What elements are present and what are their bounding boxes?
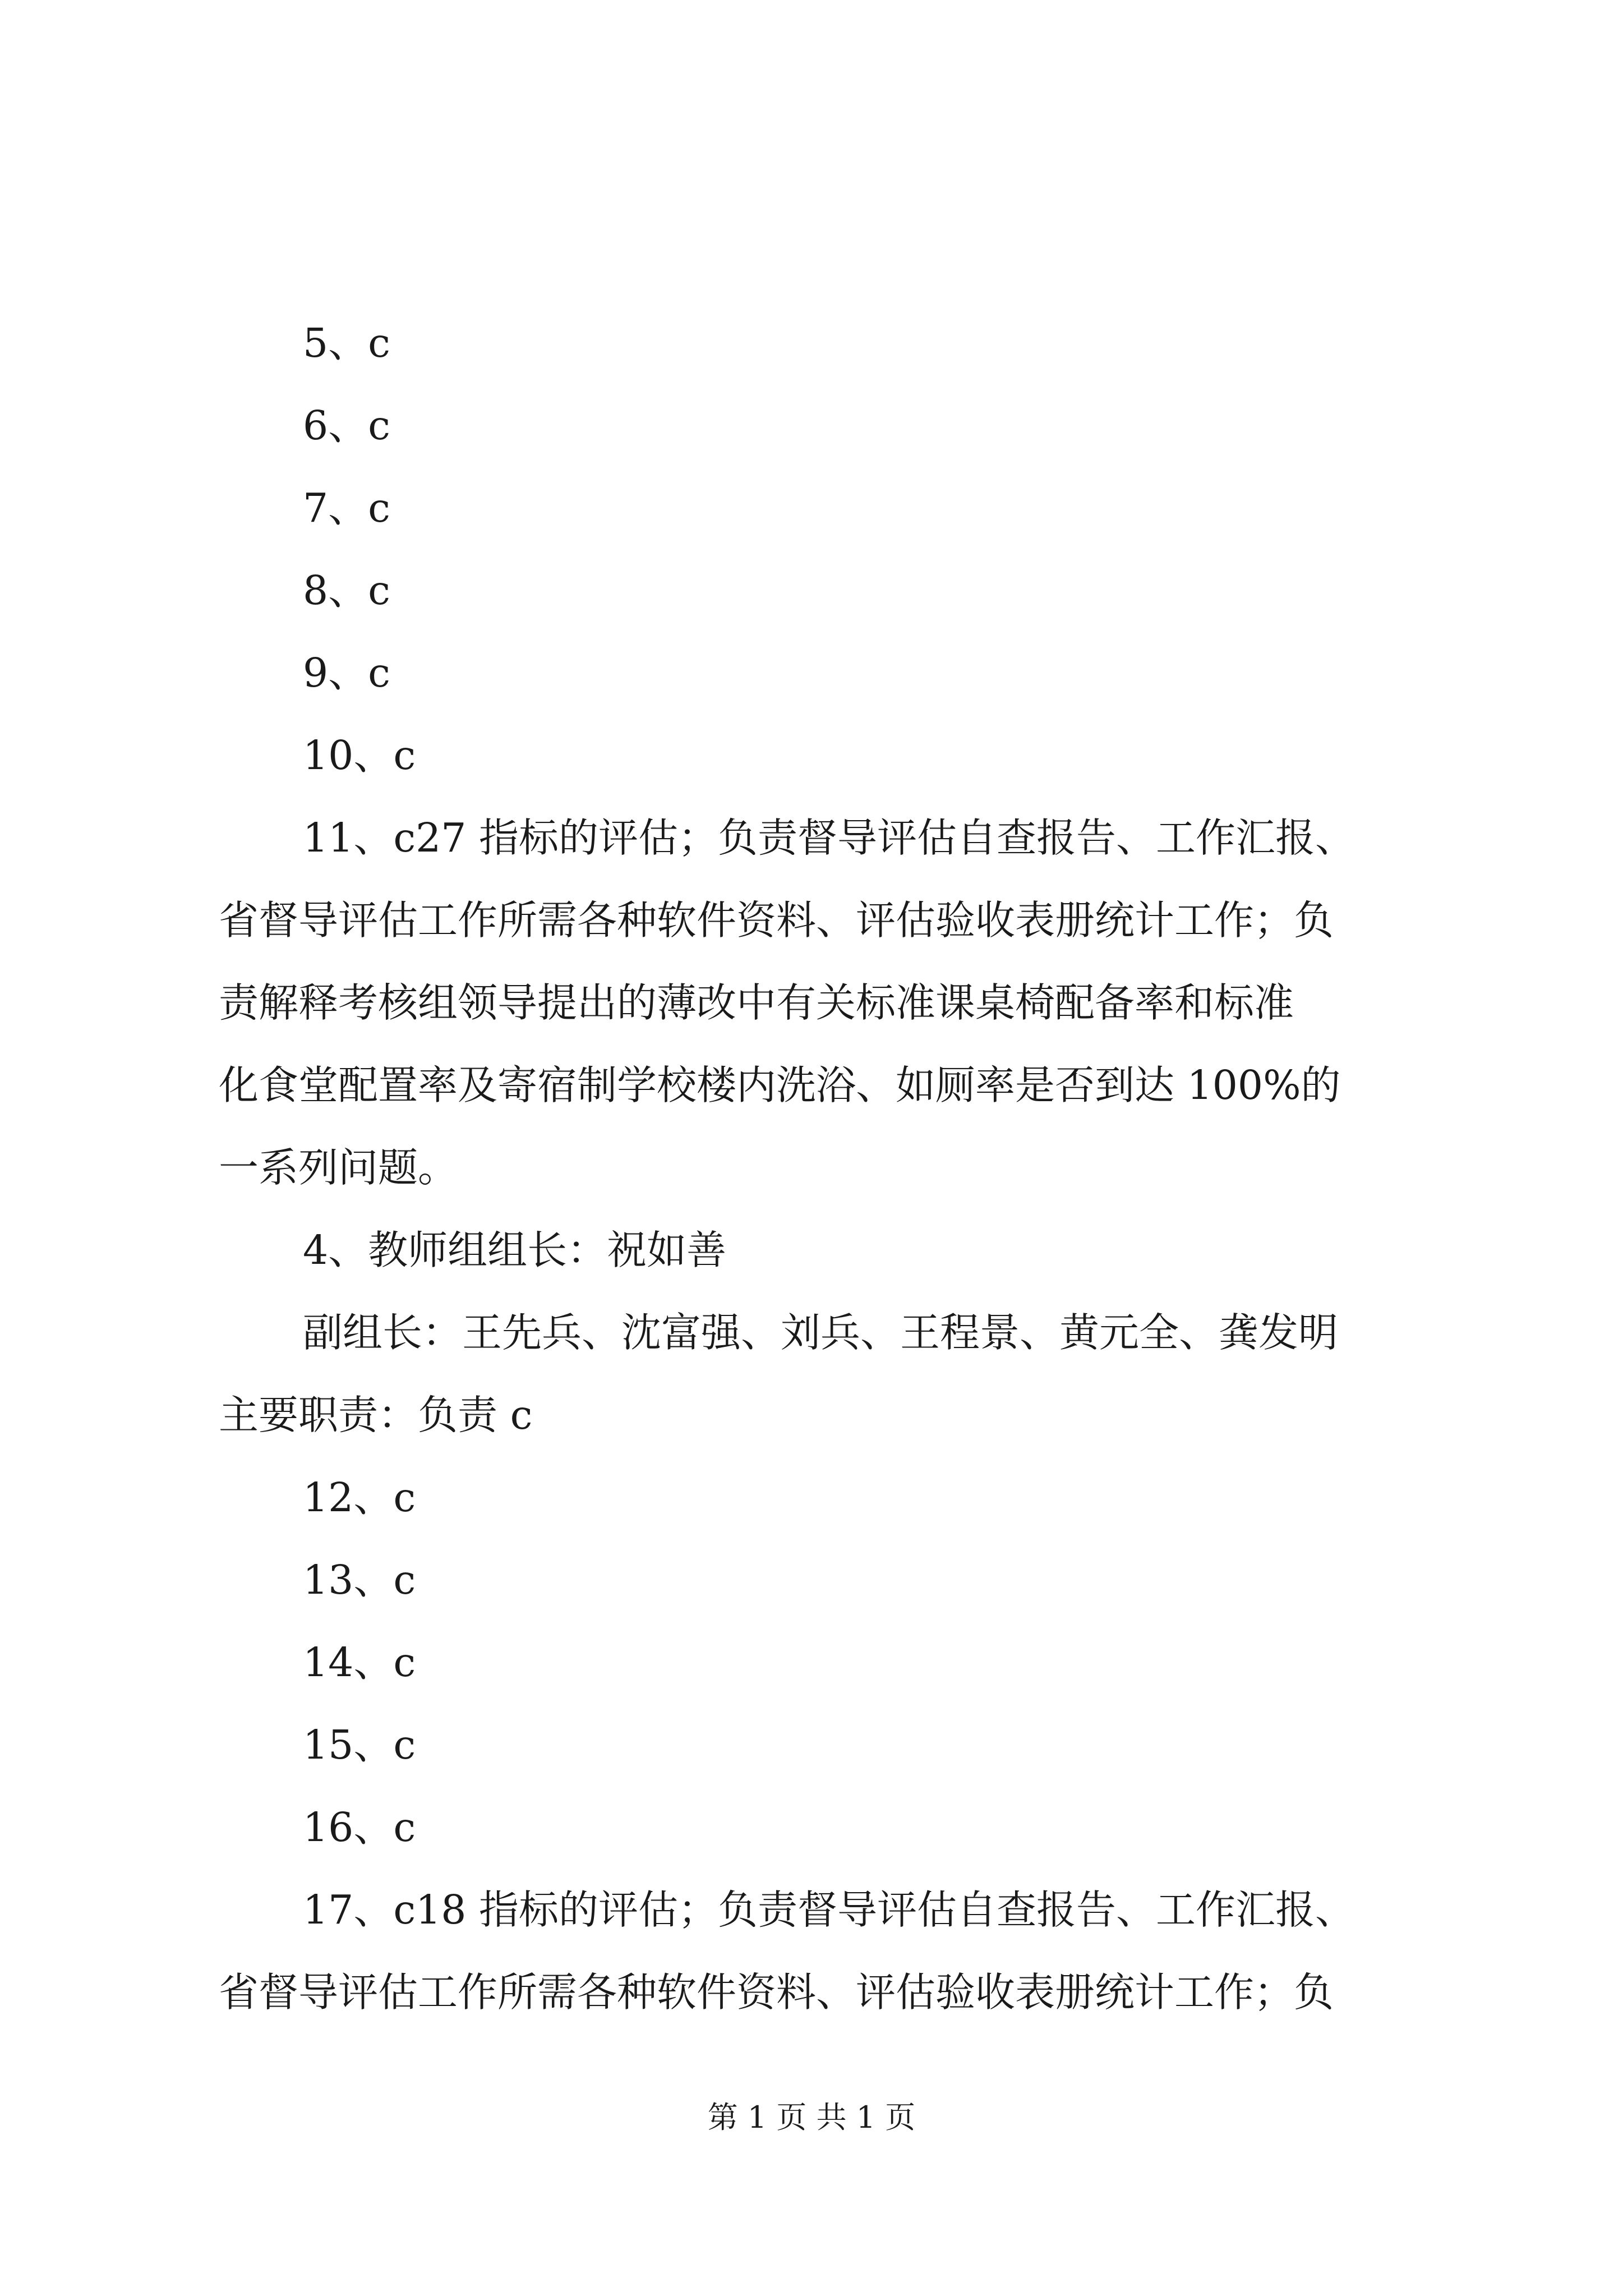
paragraph-line: 责解释考核组领导提出的薄改中有关标准课桌椅配备率和标准 <box>219 979 1294 1026</box>
paragraph-line: 主要职责：负责 c <box>219 1392 533 1438</box>
list-item-15: 15、c <box>303 1722 416 1768</box>
paragraph-line: 一系列问题。 <box>219 1144 458 1191</box>
list-item-10: 10、c <box>303 732 416 779</box>
list-item-13: 13、c <box>303 1557 416 1603</box>
paragraph-line: 17、c18 指标的评估；负责督导评估自查报告、工作汇报、 <box>303 1887 1355 1933</box>
list-item-12: 12、c <box>303 1474 416 1521</box>
list-item-14: 14、c <box>303 1639 416 1686</box>
list-item-8: 8、c <box>303 567 390 614</box>
paragraph-line: 化食堂配置率及寄宿制学校楼内洗浴、如厕率是否到达 100%的 <box>219 1062 1341 1108</box>
paragraph-line: 省督导评估工作所需各种软件资料、评估验收表册统计工作；负 <box>219 1969 1334 2016</box>
paragraph-line: 省督导评估工作所需各种软件资料、评估验收表册统计工作；负 <box>219 897 1334 944</box>
paragraph-line: 副组长：王先兵、沈富强、刘兵、王程景、黄元全、龚发明 <box>303 1309 1339 1356</box>
paragraph-line: 11、c27 指标的评估；负责督导评估自查报告、工作汇报、 <box>303 815 1355 861</box>
list-item-6: 6、c <box>303 402 390 449</box>
list-item-9: 9、c <box>303 650 390 696</box>
list-item-16: 16、c <box>303 1804 416 1851</box>
list-item-7: 7、c <box>303 485 390 531</box>
section-heading: 4、教师组组长：祝如善 <box>303 1227 727 1273</box>
document-body <box>219 302 1424 2033</box>
page-footer: 第 1 页 共 1 页 <box>707 2100 916 2135</box>
list-item-5: 5、c <box>303 320 390 366</box>
